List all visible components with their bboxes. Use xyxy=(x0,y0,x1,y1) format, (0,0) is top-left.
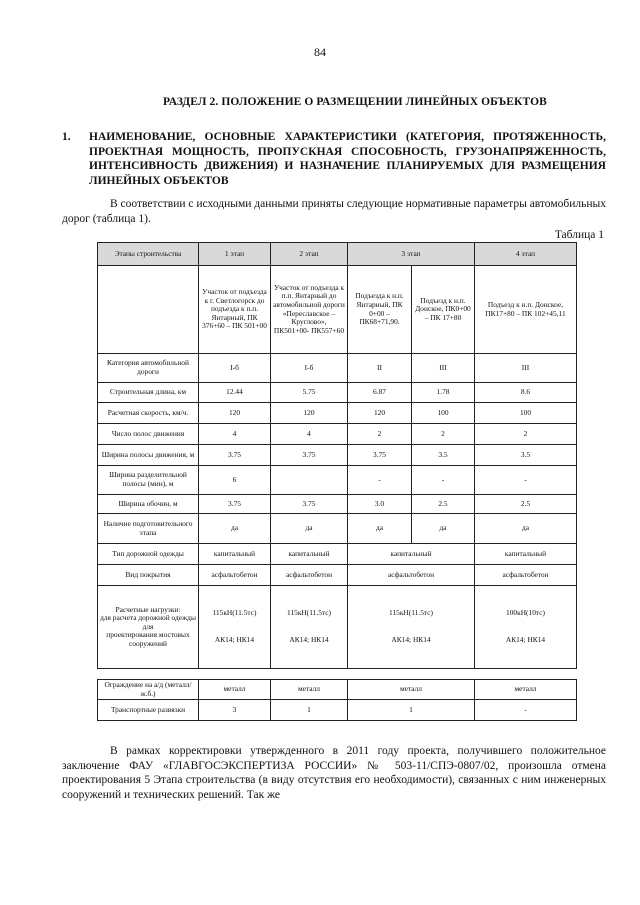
load-value: АК14; НК14 xyxy=(505,635,546,644)
cell: I-б xyxy=(271,354,348,383)
cell: 12.44 xyxy=(199,383,271,403)
cell: да xyxy=(271,514,348,544)
load-value: 100кН(10тс) xyxy=(506,608,545,618)
cell: асфальтобетон xyxy=(475,565,577,586)
cell: 1 xyxy=(271,700,348,721)
cell: асфальтобетон xyxy=(271,565,348,586)
header-stages: Этапы строительства xyxy=(98,243,199,266)
cell: 8.6 xyxy=(475,383,577,403)
cell: 3.75 xyxy=(199,445,271,466)
cell: металл xyxy=(348,680,475,700)
cell: капитальный xyxy=(475,544,577,565)
row-label-category: Категория автомобильной дороги xyxy=(98,354,199,383)
cell: 120 xyxy=(348,403,412,424)
row-label-loads xyxy=(98,586,199,669)
row-label-pavement-type: Тип дорожной одежды xyxy=(98,544,199,565)
table-caption: Таблица 1 xyxy=(554,229,604,241)
cell: асфальтобетон xyxy=(199,565,271,586)
cell: капитальный xyxy=(199,544,271,565)
table-row xyxy=(98,445,577,466)
row-label-surface: Вид покрытия xyxy=(98,565,199,586)
table-row xyxy=(98,383,577,403)
load-value: АК14; НК14 xyxy=(289,635,329,644)
cell: 100 xyxy=(475,403,577,424)
cell: 100 xyxy=(412,403,475,424)
row-label-fencing: Ограждение на а/д (металл/ж.б.) xyxy=(98,680,199,700)
header-stage-3: 3 этап xyxy=(348,243,475,266)
road-parameters-table-continued xyxy=(97,679,577,721)
row-label-lanes: Число полос движения xyxy=(98,424,199,445)
cell: 3.5 xyxy=(412,445,475,466)
section-title: РАЗДЕЛ 2. ПОЛОЖЕНИЕ О РАЗМЕЩЕНИИ ЛИНЕЙНЫХ ОБЪЕКТОВ xyxy=(163,96,547,108)
cell: 120 xyxy=(271,403,348,424)
cell: металл xyxy=(199,680,271,700)
cell: 2 xyxy=(475,424,577,445)
cell: III xyxy=(412,354,475,383)
cell xyxy=(199,586,271,669)
load-value: 115кН(11.5тс) xyxy=(389,608,433,618)
table-row-sections xyxy=(98,266,577,354)
cell xyxy=(271,466,348,495)
table-row xyxy=(98,514,577,544)
cell: 1.78 xyxy=(412,383,475,403)
loads-label-line: Расчетные нагрузки: xyxy=(115,604,181,614)
table-row xyxy=(98,466,577,495)
row-label-speed: Расчетная скорость, км/ч. xyxy=(98,403,199,424)
row-label-interchanges: Транспортные развязки xyxy=(98,700,199,721)
cell: капитальный xyxy=(348,544,475,565)
cell xyxy=(475,586,577,669)
cell: 120 xyxy=(199,403,271,424)
cell: - xyxy=(475,466,577,495)
table-row xyxy=(98,586,577,669)
row-label-median: Ширина разделительной полосы (мин), м xyxy=(98,466,199,495)
cell: I-б xyxy=(199,354,271,383)
cell: II xyxy=(348,354,412,383)
header-stage-1: 1 этап xyxy=(199,243,271,266)
heading-number: 1. xyxy=(62,131,71,143)
closing-paragraph: В рамках корректировки утвержденного в 2011 году проекта, получившего положительное заключение ФАУ «ГЛАВГОСЭКСПЕРТИЗА РОССИИ» № 503-11/СПЭ-0807/02, произошла отмена проектирования 5 Этапа строительства (в виду отсутствия его необходимости), связанных с ним инженерных сооружений и технических решений. Так же xyxy=(62,745,606,802)
cell: 3.75 xyxy=(199,495,271,514)
header-stage-2: 2 этап xyxy=(271,243,348,266)
table-row xyxy=(98,544,577,565)
cell: 6 xyxy=(199,466,271,495)
intro-paragraph: В соответствии с исходными данными приняты следующие нормативные параметры автомобильных дорог (таблица 1). xyxy=(62,198,606,225)
cell xyxy=(348,586,475,669)
cell: 3.0 xyxy=(348,495,412,514)
cell: да xyxy=(412,514,475,544)
load-value: АК14; НК14 xyxy=(391,635,431,644)
cell: 3.75 xyxy=(271,445,348,466)
row-label-shoulder: Ширина обочин, м xyxy=(98,495,199,514)
row-label-prep: Наличие подготовительного этапа xyxy=(98,514,199,544)
table-row xyxy=(98,565,577,586)
cell: 3.5 xyxy=(475,445,577,466)
loads-label-line: проектирования мостовых сооружений xyxy=(106,630,190,648)
table-row xyxy=(98,354,577,383)
table-row xyxy=(98,495,577,514)
cell: 3 xyxy=(199,700,271,721)
cell: 4 xyxy=(199,424,271,445)
cell: металл xyxy=(271,680,348,700)
cell: III xyxy=(475,354,577,383)
empty-cell xyxy=(98,266,199,354)
heading-text: НАИМЕНОВАНИЕ, ОСНОВНЫЕ ХАРАКТЕРИСТИКИ (КАТЕГОРИЯ, ПРОТЯЖЕННОСТЬ, ПРОЕКТНАЯ МОЩНОСТЬ, ПРОПУСКНАЯ СПОСОБНОСТЬ, ГРУЗОНАПРЯЖЕННОСТЬ, ИНТЕНСИВНОСТЬ ДВИЖЕНИЯ) И НАЗНАЧЕНИЕ ПЛАНИРУЕМЫХ ДЛЯ РАЗМЕЩЕНИЯ ЛИНЕЙНЫХ ОБЪЕКТОВ xyxy=(89,131,606,187)
cell: 4 xyxy=(271,424,348,445)
load-value: 115кН(11.5тс) xyxy=(212,608,257,618)
cell: 2 xyxy=(348,424,412,445)
cell: капитальный xyxy=(271,544,348,565)
cell: 1 xyxy=(348,700,475,721)
header-stage-4: 4 этап xyxy=(475,243,577,266)
table-row xyxy=(98,424,577,445)
cell: - xyxy=(412,466,475,495)
cell: 2.5 xyxy=(412,495,475,514)
section-1: Участок от подъезда к г. Светлогорск до подъезда к п.п. Янтарный, ПК 376+60 – ПК 501+00 xyxy=(199,266,271,354)
table-row xyxy=(98,403,577,424)
cell xyxy=(271,586,348,669)
cell: - xyxy=(348,466,412,495)
cell: 5.75 xyxy=(271,383,348,403)
table-row xyxy=(98,680,577,700)
cell: металл xyxy=(475,680,577,700)
section-heading xyxy=(62,130,606,188)
cell: да xyxy=(348,514,412,544)
cell: 3.75 xyxy=(348,445,412,466)
section-3a: Подъезда к н.п. Янтарный, ПК 0+00 – ПК68+71,90. xyxy=(348,266,412,354)
cell: 2.5 xyxy=(475,495,577,514)
table-header-row xyxy=(98,243,577,266)
loads-label-line: для расчета дорожной одежды для xyxy=(100,613,196,631)
page-number: 84 xyxy=(314,45,326,59)
row-label-lane-width: Ширина полосы движения, м xyxy=(98,445,199,466)
cell: да xyxy=(199,514,271,544)
table-row xyxy=(98,700,577,721)
cell: 2 xyxy=(412,424,475,445)
load-value: АК14; НК14 xyxy=(214,635,255,644)
row-label-length: Строительная длина, км xyxy=(98,383,199,403)
cell: - xyxy=(475,700,577,721)
load-value: 115кН(11.5тс) xyxy=(287,608,331,618)
section-2: Участок от подъезда к п.п. Янтарный до автомобильной дороги «Переславское – Кругловo», ПК501+00- ПК557+60 xyxy=(271,266,348,354)
section-3b: Подъезд к н.п. Донское, ПК0+00 – ПК 17+80 xyxy=(412,266,475,354)
section-4: Подъезд к н.п. Донское, ПК17+80 – ПК 102+45,11 xyxy=(475,266,577,354)
cell: 6.87 xyxy=(348,383,412,403)
cell: асфальтобетон xyxy=(348,565,475,586)
cell: 3.75 xyxy=(271,495,348,514)
road-parameters-table xyxy=(97,242,577,669)
cell: да xyxy=(475,514,577,544)
